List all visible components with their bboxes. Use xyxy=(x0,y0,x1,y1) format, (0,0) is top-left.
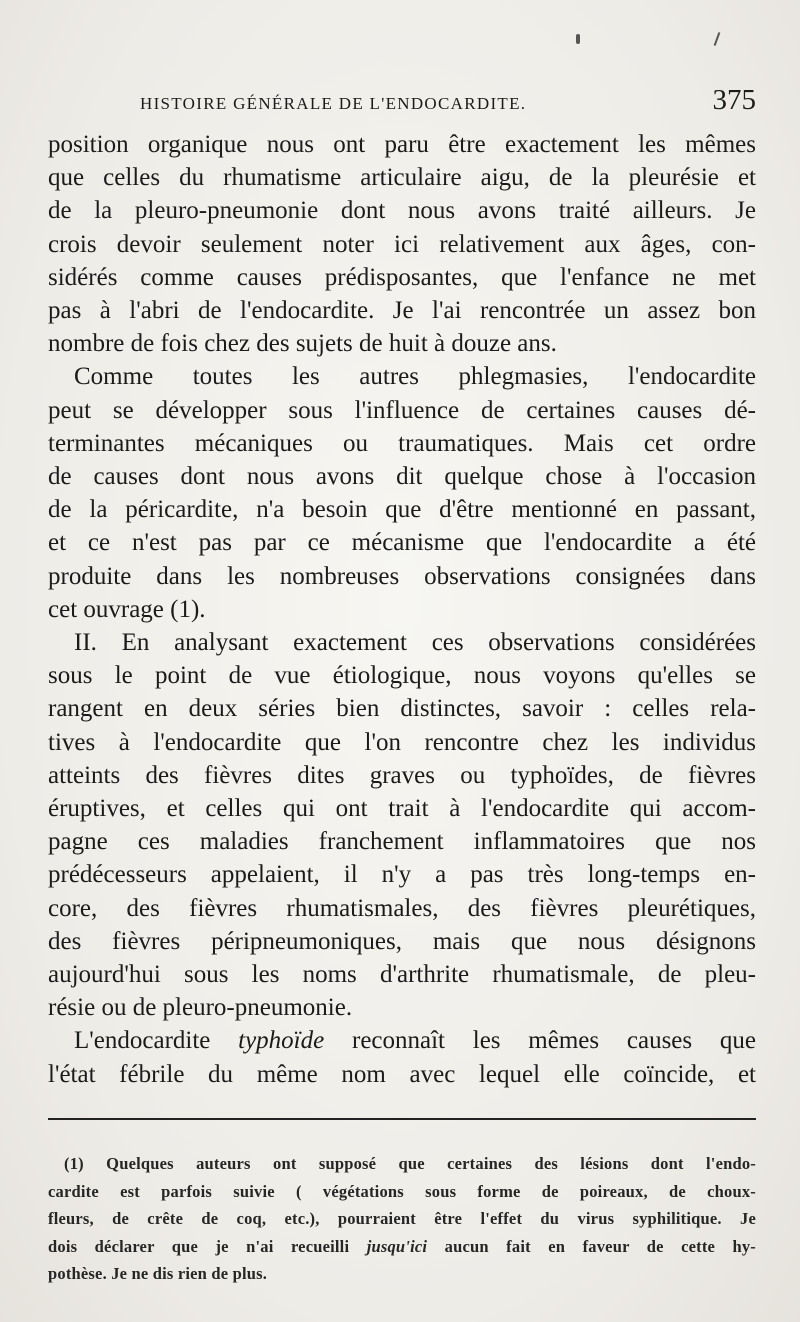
text-line: tives à l'endocardite que l'on rencontre chez les individus xyxy=(48,728,756,756)
text-line: de la péricardite, n'a besoin que d'être mentionné en passant, xyxy=(48,496,756,524)
ink-mark xyxy=(714,32,721,46)
text-fragment: L'endocardite xyxy=(74,1027,239,1055)
text-line: résie ou de pleuro-pneumonie. xyxy=(48,994,353,1022)
text-line: prédécesseurs appelaient, il n'y a pas très long-temps en- xyxy=(48,861,756,889)
footnote-line: pothèse. Je ne dis rien de plus. xyxy=(48,1264,268,1283)
text-line xyxy=(48,1024,756,1057)
text-fragment: reconnaît les mêmes causes que xyxy=(324,1027,756,1055)
text-line: pas à l'abri de l'endocardite. Je l'ai rencontrée un assez bon xyxy=(48,297,756,325)
page-number: 375 xyxy=(712,84,756,116)
running-title: HISTOIRE GÉNÉRALE DE L'ENDOCARDITE. xyxy=(140,94,527,113)
text-fragment: aucun fait en faveur de cette hy- xyxy=(427,1236,756,1256)
text-line: des fièvres péripneumoniques, mais que nous désignons xyxy=(48,927,756,955)
text-line: éruptives, et celles qui ont trait à l'endocardite qui accom- xyxy=(48,795,756,823)
text-line: de la pleuro-pneumonie dont nous avons traité ailleurs. Je xyxy=(48,197,756,225)
text-line: que celles du rhumatisme articulaire aigu, de la pleurésie et xyxy=(48,164,756,192)
paragraph-4 xyxy=(48,1024,756,1090)
footnote-line: fleurs, de crête de coq, etc.), pourraient être l'effet du virus syphilitique. Je xyxy=(48,1209,756,1228)
paragraph-1 xyxy=(48,128,756,360)
italic-term: jusqu'ici xyxy=(366,1236,428,1256)
text-line: crois devoir seulement noter ici relativement aux âges, con- xyxy=(48,230,756,258)
footnote-line: (1) Quelques auteurs ont supposé que certaines des lésions dont l'endo- xyxy=(64,1154,756,1173)
footnote xyxy=(48,1150,756,1288)
text-line: rangent en deux séries bien distinctes, savoir : celles rela- xyxy=(48,695,756,723)
text-line: atteints des fièvres dites graves ou typhoïdes, de fièvres xyxy=(48,761,756,789)
text-line: II. En analysant exactement ces observations considérées xyxy=(74,629,756,657)
italic-term: typhoïde xyxy=(238,1027,325,1055)
text-line: l'état fébrile du même nom avec lequel elle coïncide, et xyxy=(48,1060,756,1088)
text-line: Comme toutes les autres phlegmasies, l'endocardite xyxy=(74,363,756,391)
footnote-line: cardite est parfois suivie ( végétations sous forme de poireaux, de choux- xyxy=(48,1181,756,1201)
footnote-line xyxy=(48,1233,756,1261)
paragraph-3 xyxy=(48,626,756,1024)
footnote-separator xyxy=(48,1118,756,1120)
footnote-reference-line: cet ouvrage (1). xyxy=(48,595,206,623)
text-line: core, des fièvres rhumatismales, des fièvres pleurétiques, xyxy=(48,894,756,922)
text-line: de causes dont nous avons dit quelque chose à l'occasion xyxy=(48,463,756,491)
text-line: et ce n'est pas par ce mécanisme que l'endocardite a été xyxy=(48,529,756,557)
text-line: position organique nous ont paru être exactement les mêmes xyxy=(48,131,756,158)
text-line: pagne ces maladies franchement inflammatoires que nos xyxy=(48,828,756,856)
page-header xyxy=(140,84,760,118)
text-line: produite dans les nombreuses observations consignées dans xyxy=(48,562,756,590)
text-line: peut se développer sous l'influence de certaines causes dé- xyxy=(48,396,756,424)
ink-speck xyxy=(576,34,580,44)
main-text xyxy=(48,128,756,1091)
text-line: aujourd'hui sous les noms d'arthrite rhumatismale, de pleu- xyxy=(48,961,756,989)
text-fragment: dois déclarer que je n'ai recueilli xyxy=(48,1236,367,1256)
text-line: nombre de fois chez des sujets de huit à douze ans. xyxy=(48,330,557,358)
text-line: sous le point de vue étiologique, nous voyons qu'elles se xyxy=(48,662,756,690)
text-line: terminantes mécaniques ou traumatiques. Mais cet ordre xyxy=(48,429,756,457)
paragraph-2 xyxy=(48,360,756,626)
text-line: sidérés comme causes prédisposantes, que l'enfance ne met xyxy=(48,263,756,291)
